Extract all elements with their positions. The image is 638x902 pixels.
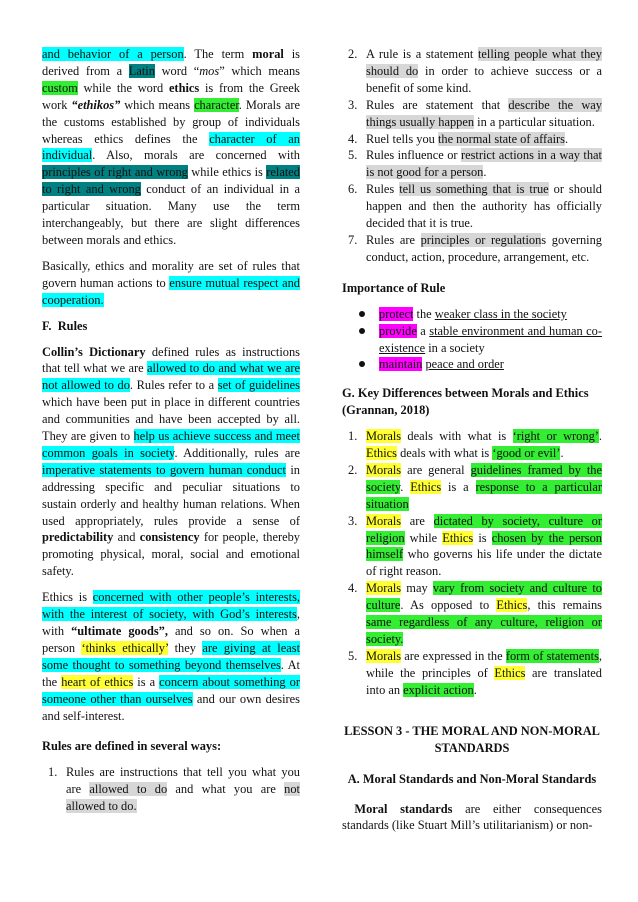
highlighted-text: allowed to do and what we are not allowed to do [42, 361, 301, 393]
highlighted-text: Latin [128, 63, 155, 78]
text-run: Rules influence or [366, 148, 461, 163]
highlighted-text: Ethics [494, 665, 526, 680]
highlighted-text: guidelines framed by the society [366, 462, 602, 494]
text-run: Ethics is [42, 590, 93, 605]
highlighted-text: chosen by the person himself [366, 530, 602, 562]
text-run: consistency [139, 530, 200, 545]
text-run: . Also, morals are concerned with [92, 148, 300, 163]
text-run: and what you are [167, 782, 285, 797]
text-run: conduct of an individual in a particular situation. Many use the term interchangeably, but there are slight differences between morals and ethics. [42, 182, 300, 247]
list-item-number: 3. [348, 513, 358, 528]
text-run: in a society [425, 340, 485, 355]
highlighted-text: dictated by society, culture or religion [366, 513, 602, 545]
text-run: while [404, 530, 443, 545]
list-item [342, 428, 602, 462]
text-run: . Additionally, rules are [174, 445, 300, 460]
list-item [342, 648, 602, 699]
highlighted-text: form of statements [505, 648, 599, 663]
text-run: Ruel tells you [366, 131, 438, 146]
bullet-item [342, 323, 602, 357]
text-run: deals with what is [396, 446, 493, 461]
highlighted-text: ‘right or wrong’ [512, 429, 599, 444]
text-run: in order to achieve success or a benefit of some kind. [366, 63, 602, 95]
highlighted-text: Ethics [410, 479, 442, 494]
list-item-number: 6. [348, 182, 358, 197]
list-item-number: 5. [348, 148, 358, 163]
text-run: weaker class in the society [434, 306, 567, 321]
text-run: Moral standards [354, 801, 453, 816]
highlighted-text: Ethics [442, 530, 474, 545]
highlighted-text: explicit action [403, 682, 474, 697]
highlighted-text: Morals [366, 462, 402, 477]
heading-importance-of-rule: Importance of Rule [342, 280, 446, 295]
list-item-number: 5. [348, 648, 358, 663]
text-run: is a [441, 479, 476, 494]
text-run: while ethics is [187, 165, 267, 180]
highlighted-text: ensure mutual respect and cooperation. [42, 275, 300, 307]
list-item [342, 513, 602, 581]
bullet-icon [359, 328, 365, 334]
text-run: . As opposed to [400, 598, 497, 613]
highlighted-text: allowed to do [89, 782, 168, 797]
list-item-number: 1. [48, 765, 58, 780]
text-run: . At the [42, 657, 300, 689]
text-run: Basically, ethics and morality are set of rules that govern human actions to [42, 258, 300, 290]
highlighted-text: principles or regulation [420, 232, 542, 247]
text-run: are translated into an [366, 665, 602, 697]
highlighted-text: not allowed to do. [66, 782, 300, 814]
rules-definition-list [42, 764, 300, 815]
right-column [342, 46, 602, 843]
highlighted-text: imperative statements to govern human conduct [42, 462, 287, 477]
text-run: ethics [168, 80, 200, 95]
text-run: Rules are [366, 232, 421, 247]
highlighted-text: restrict actions in a way that is not good for a person [366, 148, 602, 180]
text-run: . [483, 165, 487, 180]
text-run: “ultimate goods”, [71, 624, 168, 638]
paragraph-collins-definition [42, 344, 300, 581]
highlighted-text: vary from society and culture to culture [366, 581, 602, 613]
highlighted-text: ‘thinks ethically’ [81, 640, 169, 655]
text-run: or should happen and then the authority has officially decided that it is true. [366, 182, 602, 231]
text-run: predictability [42, 530, 114, 545]
heading-rules-defined-ways: Rules are defined in several ways: [42, 739, 222, 754]
key-differences-list [342, 428, 602, 699]
list-item-number: 3. [348, 97, 358, 112]
text-run: Rules are instructions that tell you what you are [66, 765, 300, 797]
section-heading-key-differences: G. Key Differences between Morals and Ethics (Grannan, 2018) [342, 386, 589, 418]
text-run: are [401, 513, 434, 528]
text-run: and [113, 530, 140, 545]
highlighted-text: principles of right and wrong [42, 165, 188, 180]
highlighted-text: custom [42, 80, 78, 95]
paragraph-moral-standards [342, 801, 602, 835]
text-run: in a particular situation. [474, 114, 595, 129]
highlighted-text: tell us something that is true [399, 182, 549, 197]
paragraph-morals-definition [42, 46, 300, 249]
text-run: is from the Greek work [42, 80, 300, 112]
text-run: . Rules refer to a [129, 378, 218, 393]
text-run: which have been put in place in different countries and communities and have been accepted by all. They are given to [42, 395, 300, 444]
list-item-number: 4. [348, 581, 358, 596]
list-item [342, 131, 602, 148]
rules-definition-list-continued [342, 46, 602, 266]
highlighted-text: related to right and wrong [42, 165, 300, 197]
highlighted-text: Morals [366, 513, 402, 528]
highlighted-text: same regardless of any culture, religion or society. [366, 615, 602, 646]
text-run: deals with what is [401, 429, 513, 444]
text-run: a [416, 323, 430, 338]
text-run: , while the principles of [366, 648, 603, 680]
highlighted-text: Morals [366, 648, 402, 663]
importance-bullet-list [342, 306, 602, 374]
text-run: . [560, 446, 564, 461]
highlighted-text: and behavior of a person [42, 47, 184, 61]
text-run: in addressing specific and peculiar situations to sustain orderly and healthy human relations. When used appropriately, rules provide a sense of [42, 462, 300, 528]
text-run: defined rules as instructions that tell what we are [42, 344, 300, 376]
text-run: are general [401, 462, 471, 477]
highlighted-text: set of guidelines [217, 378, 300, 393]
highlighted-text: ‘good or evil’ [492, 446, 561, 461]
highlighted-text: help us achieve success and meet common goals in society [42, 429, 300, 460]
list-item [342, 462, 602, 513]
text-run: . [400, 479, 411, 494]
bullet-icon [359, 361, 365, 367]
text-run: for people, thereby promoting physical, moral, social and emotional safety. [42, 530, 300, 579]
text-run: Rules [366, 182, 400, 197]
highlighted-text: character of an individual [42, 131, 300, 163]
lesson-title: LESSON 3 - THE MORAL AND NON-MORAL STANDARDS [344, 723, 600, 755]
highlighted-text: Morals [366, 429, 402, 444]
list-item [342, 46, 602, 97]
list-item [342, 97, 602, 131]
paragraph-ethics-interests [42, 589, 300, 724]
text-run: , this remains [527, 598, 603, 613]
list-item-number: 2. [348, 462, 358, 477]
text-run: peace and order [425, 357, 504, 372]
text-run [342, 802, 354, 816]
text-run: . [598, 429, 602, 444]
highlighted-text: response to a particular situation [366, 479, 602, 511]
text-run: and so on. So when a person [42, 624, 300, 655]
text-run: while the word [77, 80, 169, 95]
text-run: ” which means [219, 63, 300, 78]
highlighted-text: telling people what they should do [366, 47, 602, 78]
section-heading-rules: F. Rules [42, 318, 88, 333]
text-run: is a [133, 674, 160, 689]
list-item [42, 764, 300, 815]
paragraph-ethics-morality-rules [42, 258, 300, 309]
highlighted-text: maintain [379, 357, 423, 372]
bullet-item [342, 306, 602, 323]
text-run: . Morals are the customs established by group of individuals whereas ethics defines the [42, 97, 300, 146]
highlighted-text: concerned with other people’s interests, with the interest of society, with God’s interests [42, 590, 300, 622]
highlighted-text: heart of ethics [61, 674, 134, 689]
text-run: . The term [183, 47, 253, 61]
highlighted-text: protect [379, 306, 414, 321]
highlighted-text: the normal state of affairs [437, 131, 566, 146]
text-run: Rules are statement that [366, 97, 509, 112]
text-run: “ [193, 63, 200, 78]
text-run: . [565, 131, 569, 146]
list-item [342, 232, 602, 266]
highlighted-text: describe the way things usually happen [366, 97, 602, 129]
text-run: may [401, 581, 433, 596]
text-run: Collin’s Dictionary [42, 344, 146, 359]
text-run: and our own desires and self-interest. [42, 691, 300, 723]
text-run: word [154, 63, 194, 78]
highlighted-text: concern about something or someone other than ourselves [42, 674, 300, 706]
section-heading-moral-standards: A. Moral Standards and Non-Moral Standards [347, 771, 597, 786]
bullet-icon [359, 311, 365, 317]
text-run: is [473, 530, 492, 545]
list-item-number: 1. [348, 429, 358, 444]
highlighted-text: Ethics [496, 598, 528, 613]
text-run: is derived from a [42, 47, 300, 78]
text-run: , with [42, 607, 300, 638]
list-item-number: 4. [348, 131, 358, 146]
text-run: stable environment and human co-existence [379, 323, 602, 355]
highlighted-text: character [194, 97, 239, 112]
text-run: are either consequences standards (like Stuart Mill’s utilitarianism) or non- [342, 801, 602, 833]
text-run: are expressed in the [401, 648, 506, 663]
list-item [342, 147, 602, 181]
text-run: who governs his life under the dictate of right reason. [366, 547, 602, 579]
highlighted-text: Ethics [366, 446, 397, 461]
highlighted-text: are giving at least some thought to something beyond themselves [42, 640, 301, 672]
bullet-item [342, 356, 602, 373]
list-item-number: 7. [348, 232, 358, 247]
list-item [342, 181, 602, 232]
text-run: . [473, 682, 477, 697]
text-run: they [168, 640, 203, 655]
text-run: the [413, 306, 435, 321]
left-column [42, 46, 300, 815]
list-item [342, 580, 602, 648]
highlighted-text: Morals [366, 581, 402, 596]
list-item-number: 2. [348, 47, 358, 61]
text-run: s governing conduct, action, procedure, arrangement, etc. [366, 232, 602, 264]
text-run: moral [252, 47, 284, 61]
text-run: A rule is a statement [366, 47, 478, 61]
text-run: which means [120, 97, 195, 112]
highlighted-text: provide [379, 323, 417, 338]
text-run: mos [199, 63, 220, 78]
text-run: “ethikos” [71, 97, 121, 112]
